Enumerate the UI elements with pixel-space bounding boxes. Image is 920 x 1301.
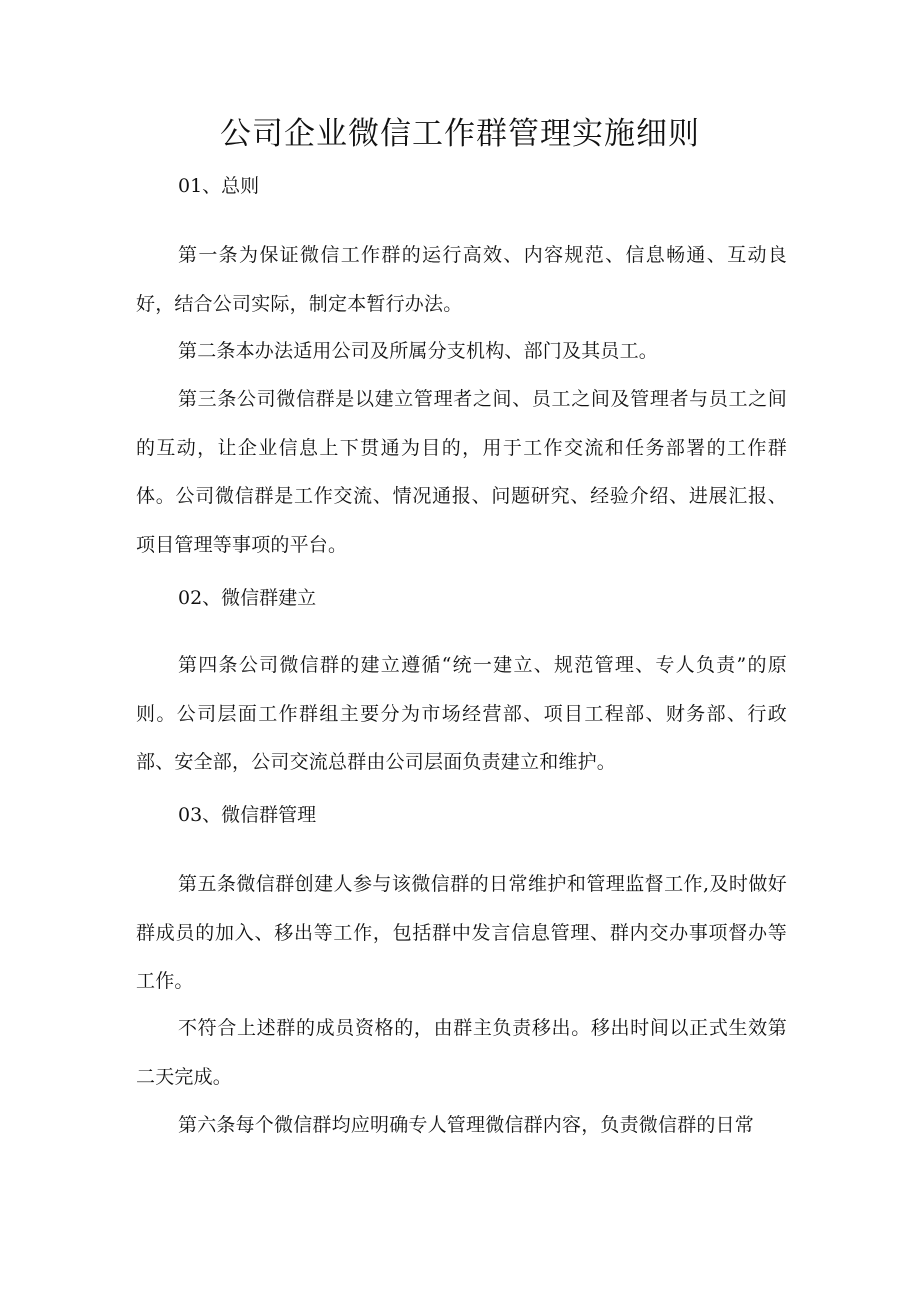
section-heading-general: 01、总则 [178,175,260,197]
paragraph-article-5: 第五条微信群创建人参与该微信群的日常维护和管理监督工作,及时做好群成员的加入、移出等工作，包括群中发言信息管理、群内交办事项督办等工作。 [136,873,787,992]
paragraph-article-2: 第二条本办法适用公司及所属分支机构、部门及其员工。 [178,340,659,362]
section-heading-group-setup: 02、微信群建立 [178,587,317,609]
paragraph-member-removal: 不符合上述群的成员资格的，由群主负责移出。移出时间以正式生效第二天完成。 [136,1017,787,1088]
section-heading-group-management: 03、微信群管理 [178,804,317,826]
paragraph-article-3: 第三条公司微信群是以建立管理者之间、员工之间及管理者与员工之间的互动，让企业信息上下贯通为目的，用于工作交流和任务部署的工作群体。公司微信群是工作交流、情况通报、问题研究、经验介绍、进展汇报、项目管理等事项的平台。 [136,388,787,556]
paragraph-article-6: 第六条每个微信群均应明确专人管理微信群内容，负责微信群的日常 [178,1114,755,1136]
document-title: 公司企业微信工作群管理实施细则 [220,116,700,152]
paragraph-article-1: 第一条为保证微信工作群的运行高效、内容规范、信息畅通、互动良好，结合公司实际，制定本暂行办法。 [136,244,787,315]
paragraph-article-4: 第四条公司微信群的建立遵循“统一建立、规范管理、专人负责”的原则。公司层面工作群组主要分为市场经营部、项目工程部、财务部、行政部、安全部，公司交流总群由公司层面负责建立和维护。 [136,654,787,773]
